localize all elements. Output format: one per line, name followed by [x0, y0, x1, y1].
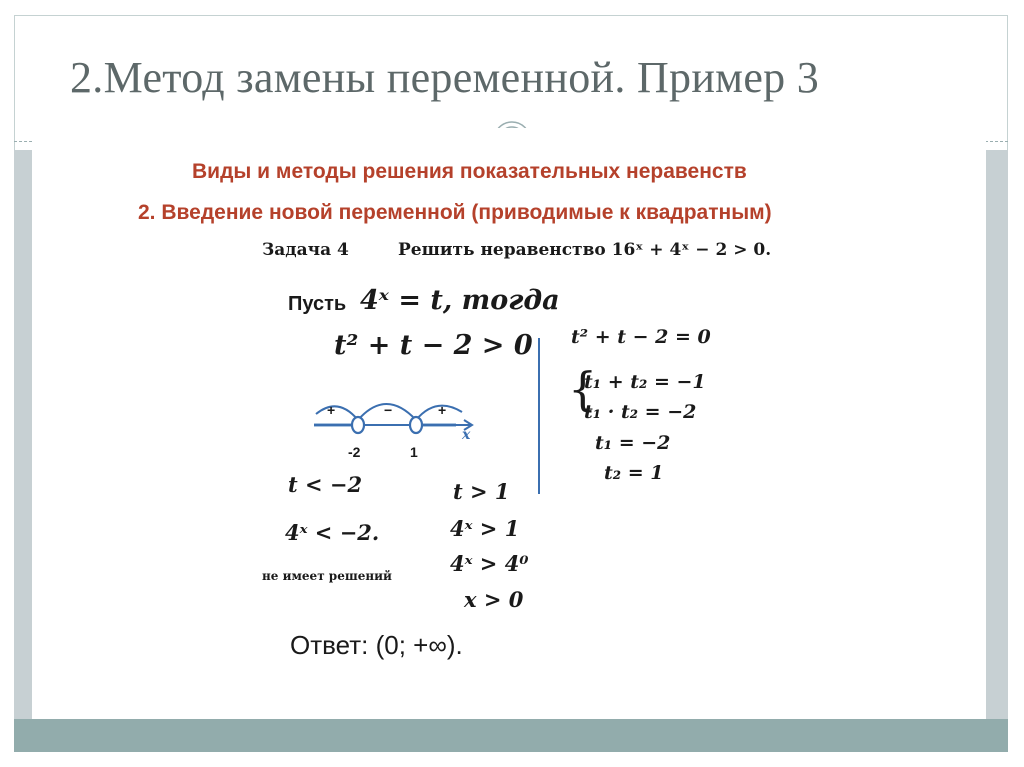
right-accent-bar — [986, 150, 1008, 720]
quadratic-inequality: t² + t − 2 > 0 — [334, 330, 533, 361]
open-point-minus-two — [352, 417, 364, 433]
sign-left: + — [327, 402, 336, 418]
bottom-accent-bar — [14, 719, 1008, 752]
point-label-one: 1 — [410, 444, 418, 460]
open-point-one — [410, 417, 422, 433]
root-two: t₂ = 1 — [604, 462, 664, 484]
case-left-exponential: 4ˣ < −2. — [285, 520, 380, 545]
heading-new-variable: 2. Введение новой переменной (приводимые к квадратным) — [138, 201, 772, 224]
slide-title: 2.Метод замены переменной. Пример 3 — [70, 53, 820, 102]
root-one: t₁ = −2 — [595, 432, 671, 454]
left-accent-bar — [14, 150, 32, 720]
vieta-sum: t₁ + t₂ = −1 — [584, 371, 706, 393]
case-right-same-base: 4ˣ > 4⁰ — [450, 551, 529, 576]
task-text: Решить неравенство 16ˣ + 4ˣ − 2 > 0. — [398, 240, 772, 260]
sign-middle: − — [384, 402, 393, 418]
system-brace-icon: { — [568, 362, 598, 416]
heading-methods: Виды и методы решения показательных неравенств — [192, 160, 747, 183]
point-label-minus-two: -2 — [348, 444, 361, 460]
case-right-solution: x > 0 — [464, 587, 524, 612]
case-right-exponential: 4ˣ > 1 — [450, 516, 520, 541]
case-left-no-solutions: не имеет решений — [262, 569, 392, 583]
case-left-inequality: t < −2 — [288, 472, 363, 497]
case-right-inequality: t > 1 — [453, 479, 510, 504]
vertical-separator — [538, 338, 540, 494]
number-line-diagram — [312, 392, 480, 462]
sign-right: + — [438, 402, 447, 418]
axis-label: x — [462, 427, 471, 443]
answer: Ответ: (0; +∞). — [290, 630, 463, 660]
substitution-prefix: Пусть — [288, 293, 347, 315]
quadratic-equation: t² + t − 2 = 0 — [571, 326, 711, 348]
vieta-product: t₁ · t₂ = −2 — [584, 401, 697, 423]
substitution-expression: 4ˣ = t, тогда — [360, 285, 560, 316]
task-label: Задача 4 — [262, 240, 349, 260]
